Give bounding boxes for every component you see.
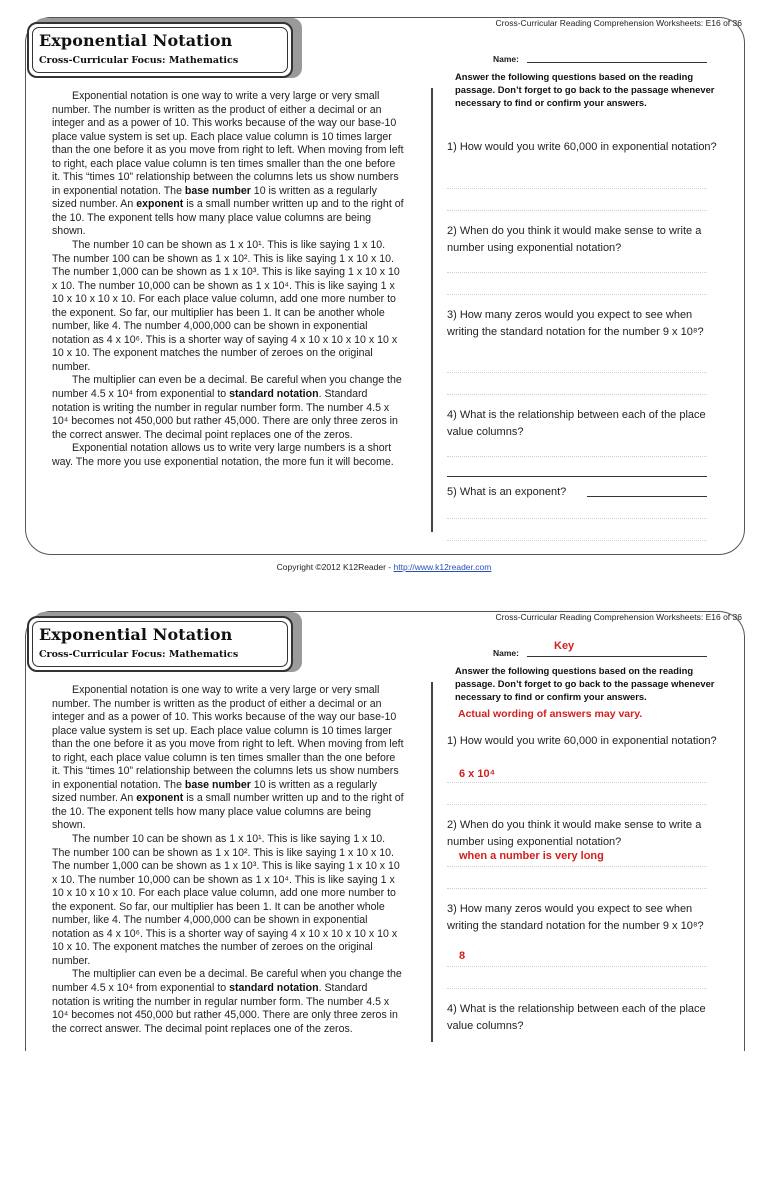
question-4: 4) What is the relationship between each of the place value columns? xyxy=(447,409,706,438)
passage-text: . Standard notation is writing the number in regular number form. The number 4.5 x 10⁴ becomes not 450,000 but rather 45,000. There are only three zeros in the correct answer. The decimal point replaces one of the zeros. xyxy=(52,982,398,1035)
answer-2: when a number is very long xyxy=(459,850,604,862)
name-field[interactable] xyxy=(527,656,707,657)
worksheet-title: Exponential Notation xyxy=(39,625,233,644)
answer-line[interactable] xyxy=(447,804,707,805)
answers-note: Actual wording of answers may vary. xyxy=(458,708,643,720)
question-2: 2) When do you think it would make sense to write a number using exponential notation? xyxy=(447,225,702,254)
question-3: 3) How many zeros would you expect to see when writing the standard notation for the number 9 x 10⁸? xyxy=(447,309,704,338)
passage-paragraph xyxy=(52,968,404,1036)
column-divider xyxy=(431,682,433,1042)
question-3: 3) How many zeros would you expect to see when writing the standard notation for the number 9 x 10⁸? xyxy=(447,903,704,932)
question-2: 2) When do you think it would make sense to write a number using exponential notation? xyxy=(447,819,702,848)
instructions: Answer the following questions based on the reading passage. Don’t forget to go back to the passage whenever necessary to find or confirm your answers. xyxy=(455,71,715,108)
answer-line[interactable] xyxy=(447,782,707,783)
passage-text: is one way to write a very large or very small number. The number is written as the product of either a decimal or an integer and as a power of 10. This works because of the way our base-10 place value system is set up. Each place value column is 10 times larger than the one before it as you move from right to left. When moving from left to right, each place value column is ten times smaller than the one before it. This “times 10” relationship between the columns lets us show numbers in exponential notation. The xyxy=(52,90,404,197)
answer-key-page xyxy=(0,594,768,1188)
key-term: base number xyxy=(184,184,251,197)
answer-line[interactable] xyxy=(447,188,707,189)
reading-passage xyxy=(52,90,404,469)
answer-line[interactable] xyxy=(447,476,707,477)
answer-line[interactable] xyxy=(587,496,707,497)
passage-paragraph: The number 10 can be shown as 1 x 10¹. This is like saying 1 x 10. The number 100 can be shown as 1 x 10². This is like saying 1 x 10 x 10. The number 1,000 can be shown as 1 x 10³. This is like saying 1 x 10 x 10 x 10. The number 10,000 can be shown as 1 x 10⁴. This is like saying 1 x 10 x 10 x 10 x 10. For each place value column, add one more number to the exponent. So far, our multiplier has been 1. It can be another whole number, like 4. The number 4,000,000 can be shown in exponential notation as 4 x 10⁶. This is a shorter way of saying 4 x 10 x 10 x 10 x 10 x 10 x 10. The exponent matches the number of zeroes on the original number. xyxy=(52,833,400,967)
key-term: exponent xyxy=(136,198,184,211)
answer-1: 6 x 10⁴ xyxy=(459,768,496,780)
answer-line[interactable] xyxy=(447,210,707,211)
key-term: standard notation xyxy=(229,982,319,995)
worksheet-subtitle: Cross-Curricular Focus: Mathematics xyxy=(39,649,239,660)
answer-line[interactable] xyxy=(447,372,707,373)
passage-paragraph: The number 10 can be shown as 1 x 10¹. This is like saying 1 x 10. The number 100 can be shown as 1 x 10². This is like saying 1 x 10 x 10. The number 1,000 can be shown as 1 x 10³. This is like saying 1 x 10 x 10 x 10. The number 10,000 can be shown as 1 x 10⁴. This is like saying 1 x 10 x 10 x 10 x 10. For each place value column, add one more number to the exponent. So far, our multiplier has been 1. It can be another whole number, like 4. The number 4,000,000 can be shown in exponential notation as 4 x 10⁶. This is a shorter way of saying 4 x 10 x 10 x 10 x 10 x 10 x 10. The exponent matches the number of zeroes on the original number. xyxy=(52,239,400,373)
name-label: Name: xyxy=(493,54,519,64)
worksheet-subtitle: Cross-Curricular Focus: Mathematics xyxy=(39,55,239,66)
passage-text: The multiplier can even be a decimal. Be careful when you change the number 4.5 x 10⁴ from exponential to xyxy=(52,968,402,995)
passage-text: Exponential notation xyxy=(72,684,169,696)
reading-passage xyxy=(52,684,404,1036)
worksheet-title: Exponential Notation xyxy=(39,31,233,50)
key-term: exponent xyxy=(136,792,184,805)
passage-text: . Standard notation is writing the number in regular number form. The number 4.5 x 10⁴ becomes not 450,000 but rather 45,000. There are only three zeros in the correct answer. The decimal point replaces one of the zeros. xyxy=(52,388,398,441)
name-field[interactable] xyxy=(527,62,707,63)
key-label: Key xyxy=(554,640,575,652)
question-1: 1) How would you write 60,000 in exponential notation? xyxy=(447,735,717,747)
passage-text: Exponential notation xyxy=(72,90,169,102)
website-link[interactable]: http://www.k12reader.com xyxy=(393,562,492,572)
answer-line[interactable] xyxy=(447,518,707,519)
question-4: 4) What is the relationship between each of the place value columns? xyxy=(447,1003,706,1032)
question-1: 1) How would you write 60,000 in exponential notation? xyxy=(447,141,717,153)
passage-paragraph xyxy=(52,90,404,239)
key-term: standard notation xyxy=(229,388,319,401)
passage-paragraph xyxy=(52,374,404,442)
answer-line[interactable] xyxy=(447,394,707,395)
passage-paragraph xyxy=(52,684,404,833)
answer-3: 8 xyxy=(459,950,466,962)
key-term: base number xyxy=(184,778,251,791)
answer-line[interactable] xyxy=(447,294,707,295)
name-label: Name: xyxy=(493,648,519,658)
passage-text: is one way to write a very large or very small number. The number is written as the product of either a decimal or an integer and as a power of 10. This works because of the way our base-10 place value system is set up. Each place value column is 10 times larger than the one before it as you move from right to left. When moving from left to right, each place value column is ten times smaller than the one before it. This “times 10” relationship between the columns lets us show numbers in exponential notation. The xyxy=(52,684,404,791)
passage-text: is a small number written up and to the right of the 10. The exponent tells how many place value columns are being shown. xyxy=(52,198,404,238)
answer-line[interactable] xyxy=(447,966,707,967)
column-divider xyxy=(431,88,433,532)
series-label: Cross-Curricular Reading Comprehension Worksheets: E16 of 36 xyxy=(495,612,742,622)
series-label: Cross-Curricular Reading Comprehension Worksheets: E16 of 36 xyxy=(495,18,742,28)
answer-line[interactable] xyxy=(447,866,707,867)
passage-paragraph: Exponential notation allows us to write very large numbers is a short way. The more you use exponential notation, the more fun it will become. xyxy=(52,442,394,468)
answer-line[interactable] xyxy=(447,988,707,989)
answer-line[interactable] xyxy=(447,888,707,889)
passage-text: 10 is written as a regularly sized number. An xyxy=(52,184,377,211)
answer-line[interactable] xyxy=(447,540,707,541)
title-box xyxy=(27,616,293,672)
title-box xyxy=(27,22,293,78)
instructions: Answer the following questions based on the reading passage. Don’t forget to go back to the passage whenever necessary to find or confirm your answers. xyxy=(455,665,715,702)
question-5: 5) What is an exponent? xyxy=(447,486,567,498)
answer-line[interactable] xyxy=(447,272,707,273)
footer: Copyright ©2012 K12Reader - http://www.k12reader.com xyxy=(276,562,492,572)
passage-text: The multiplier can even be a decimal. Be careful when you change the number 4.5 x 10⁴ from exponential to xyxy=(52,374,402,401)
passage-text: is a small number written up and to the right of the 10. The exponent tells how many place value columns are being shown. xyxy=(52,792,404,832)
passage-text: 10 is written as a regularly sized number. An xyxy=(52,778,377,805)
answer-line[interactable] xyxy=(447,456,707,457)
